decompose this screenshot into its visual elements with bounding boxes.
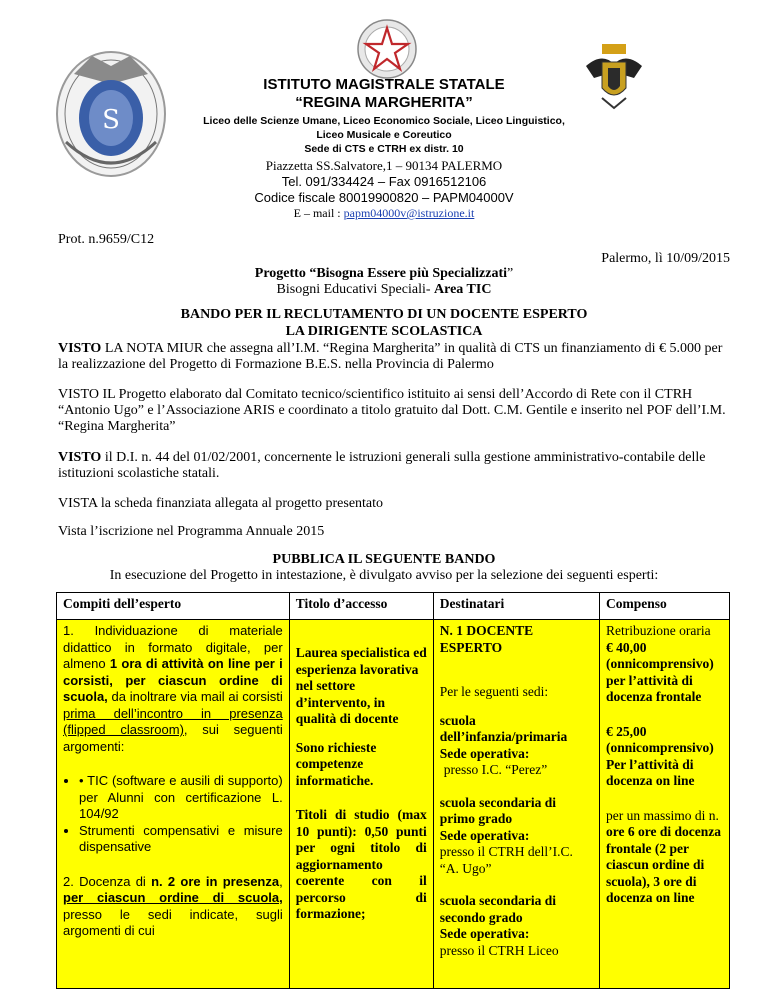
cell-compiti xyxy=(57,620,290,989)
project-subtitle xyxy=(0,282,768,298)
visto-di-text: il D.I. n. 44 del 01/02/2001, concernente le istruzioni generali sulla gestione amministrativo-contabile delle istituzioni scolastiche statali. xyxy=(58,450,706,481)
svg-text:S: S xyxy=(102,105,120,135)
school-address: Piazzetta SS.Salvatore,1 – 90134 PALERMO xyxy=(265,158,503,173)
paragraph-visto-nota xyxy=(58,341,728,373)
pubblica-heading: PUBBLICA IL SEGUENTE BANDO xyxy=(272,552,496,567)
paragraph-iscrizione: Vista l’iscrizione nel Programma Annuale 2015 xyxy=(58,524,325,539)
paragraph-visto-progetto: VISTO IL Progetto elaborato dal Comitato tecnico/scientifico istituito ai sensi dell’Accordo di Rete con il CTRH “Antonio Ugo” e l’Associazione ARIS e coordinato a titolo gratuito dal Dott. C.M. Gentile e inserito nel POF dell’I.M. “Regina Margherita” xyxy=(58,387,726,434)
titolo-laurea: Laurea specialistica ed esperienza lavorativa nel settore d’intervento, in qualità di docente xyxy=(295,645,427,726)
project-area: Area TIC xyxy=(434,282,492,297)
paragraph-visto-di xyxy=(58,450,728,482)
school-phone: Tel. 091/334424 – Fax 0916512106 xyxy=(281,174,487,189)
table-header-row xyxy=(57,593,730,620)
argomenti-list xyxy=(63,773,283,856)
school-subtitle-2: Liceo Musicale e Coreutico xyxy=(316,129,452,141)
header-titolo: Titolo d’accesso xyxy=(289,593,433,620)
intro-text: In esecuzione del Progetto in intestazione, è divulgato avviso per la selezione dei seguenti esperti: xyxy=(109,568,659,583)
cell-destinatari xyxy=(433,620,599,989)
paragraph-vista-scheda: VISTA la scheda finanziata allegata al progetto presentato xyxy=(58,496,384,511)
place-date: Palermo, lì 10/09/2015 xyxy=(601,251,730,266)
italian-republic-emblem xyxy=(356,18,418,80)
compenso-retribuzione: Retribuzione oraria xyxy=(606,623,711,638)
cell-titolo xyxy=(289,620,433,989)
header-compenso: Compenso xyxy=(600,593,730,620)
project-subtitle-text: Bisogni Educativi Speciali- xyxy=(276,282,435,297)
titolo-punteggio: Titoli di studio (max 10 punti): 0,50 punti per ogni titolo di aggiornamento coerente con il percorso di formazione; xyxy=(295,807,427,921)
school-fiscal-code: Codice fiscale 80019900820 – PAPM04000V xyxy=(254,190,514,205)
school-subtitle-3: Sede di CTS e CTRH ex distr. 10 xyxy=(304,143,464,155)
header-destinatari: Destinatari xyxy=(433,593,599,620)
header-compiti: Compiti dell’esperto xyxy=(57,593,290,620)
table-body-row xyxy=(57,620,730,989)
email-link[interactable]: papm04000v@istruzione.it xyxy=(343,206,475,220)
compenso-frontale: € 40,00 (onnicomprensivo) per l’attività di docenza frontale xyxy=(606,639,714,704)
school-title: “REGINA MARGHERITA” xyxy=(295,94,473,111)
sede-secondo-grado: scuola secondaria di secondo grado Sede operativa: presso il CTRH Liceo xyxy=(439,893,559,958)
school-subtitle-1: Liceo delle Scienze Umane, Liceo Economico Sociale, Liceo Linguistico, xyxy=(203,115,565,127)
email-label: E – mail : xyxy=(293,206,344,220)
project-title xyxy=(0,266,768,282)
cell-compenso xyxy=(600,620,730,989)
compenso-online: € 25,00 (onnicomprensivo) Per l’attività di docenza on line xyxy=(606,723,714,788)
compito-2: 2. Docenza di n. 2 ore in presenza, per ciascun ordine di scuola, presso le sedi indicate, sugli argomenti di cui xyxy=(63,873,283,938)
project-title-quote: ” xyxy=(507,266,514,281)
visto-label: VISTO xyxy=(58,341,102,356)
visto-di-label: VISTO xyxy=(58,450,102,465)
protocol-number: Prot. n.9659/C12 xyxy=(58,232,155,247)
bando-title: BANDO PER IL RECLUTAMENTO DI UN DOCENTE ESPERTO xyxy=(180,307,588,322)
compito-1: 1. Individuazione di materiale didattico in formato digitale, per almeno 1 ora di attività on line per i corsisti, per ciascun ordine di scuola, da inoltrare via mail ai corsisti prima dell’incontro in presenza (flipped classroom), sui seguenti argomenti: xyxy=(63,623,283,754)
list-item: • • TIC (software e ausili di supporto) per Alunni con certificazione L. 104/92 xyxy=(79,773,283,823)
school-name: ISTITUTO MAGISTRALE STATALE xyxy=(263,76,505,93)
destinatari-sedi: Per le seguenti sedi: xyxy=(439,684,549,699)
sede-infanzia: scuola dell’infanzia/primaria Sede operativa: presso I.C. “Perez” xyxy=(439,712,568,777)
titolo-competenze: Sono richieste competenze informatiche. xyxy=(295,739,377,788)
sede-primo-grado: scuola secondaria di primo grado Sede operativa: presso il CTRH dell’I.C. “A. Ugo” xyxy=(439,794,573,876)
visto-nota-text: LA NOTA MIUR che assegna all’I.M. “Regina Margherita” in qualità di CTS un finanziamento di € 5.000 per la realizzazione del Progetto di Formazione B.E.S. nella Provincia di Palermo xyxy=(58,341,723,372)
destinatari-docente: N. 1 DOCENTE ESPERTO xyxy=(439,623,534,655)
compenso-massimo: per un massimo di n. ore 6 ore di docenza frontale (2 per ciascun ordine di scuola), 3 ore di docenza on line xyxy=(606,807,721,905)
experts-table xyxy=(56,592,730,989)
list-item: • Strumenti compensativi e misure dispensative xyxy=(79,823,283,856)
project-title-bold: Progetto “Bisogna Essere più Specializzati xyxy=(254,266,508,281)
dirigente-heading: LA DIRIGENTE SCOLASTICA xyxy=(285,324,483,339)
school-email-line xyxy=(0,206,768,221)
